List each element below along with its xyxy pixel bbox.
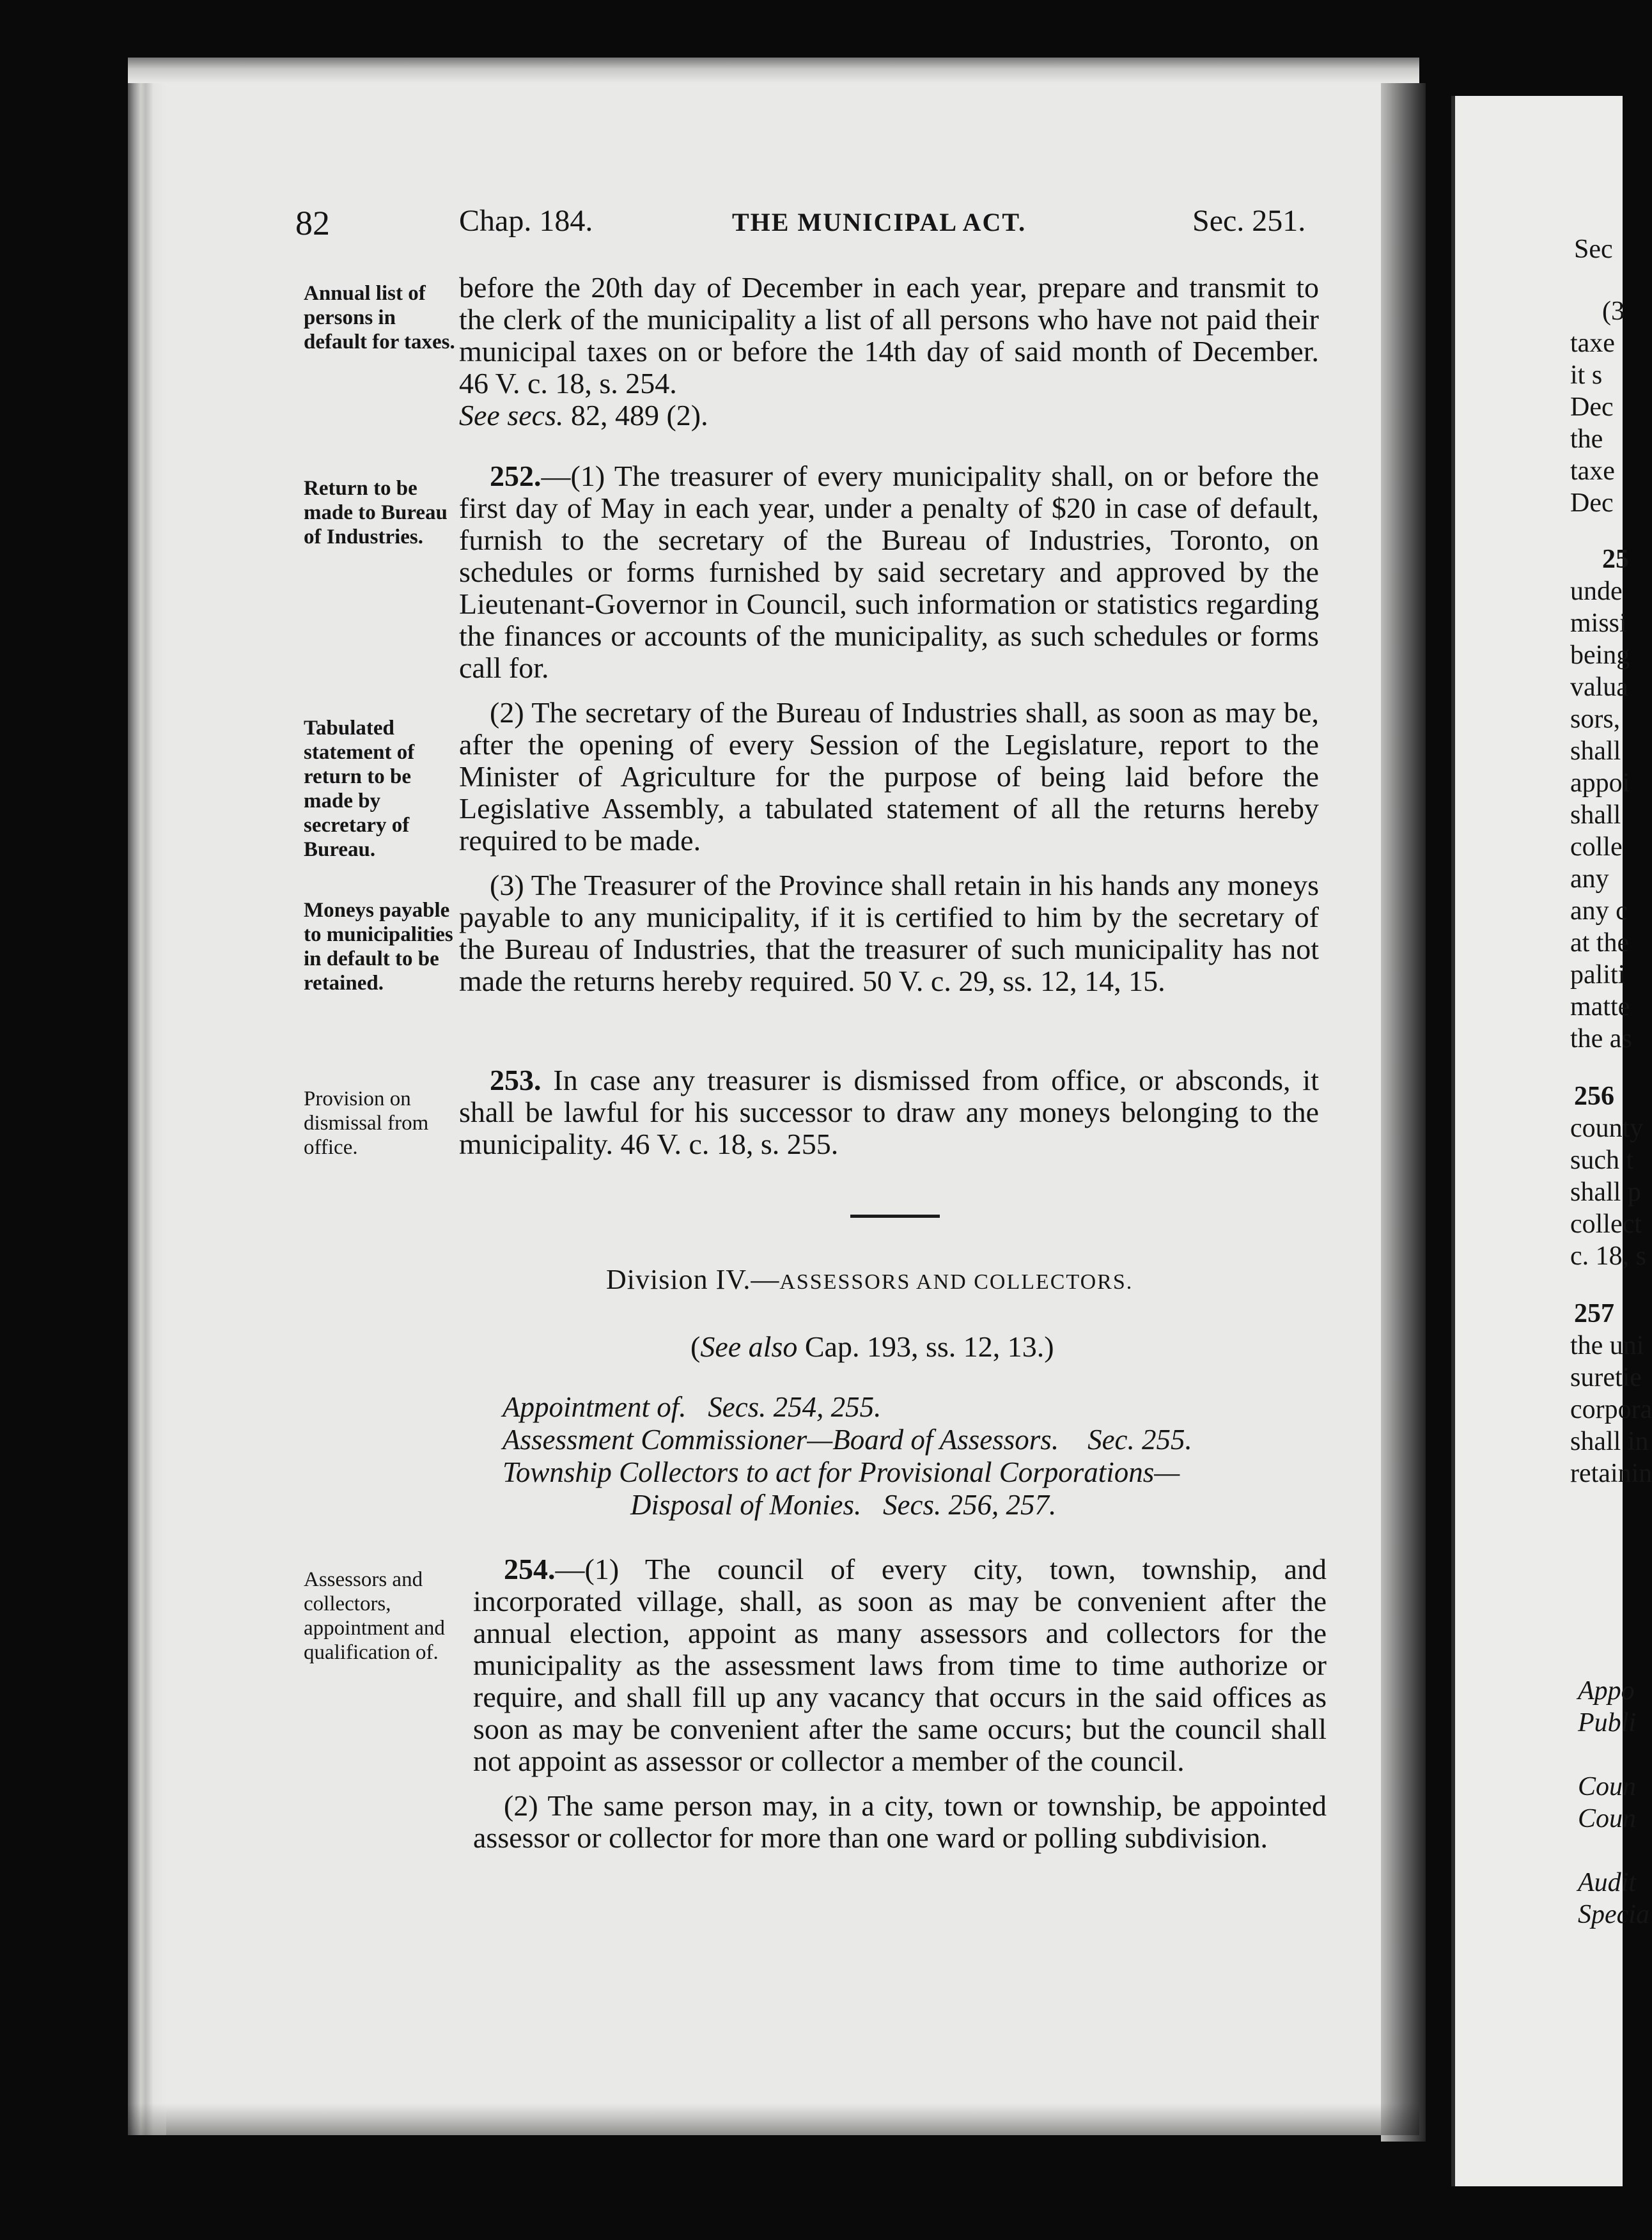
contents-2-refs: Sec. 255. [1087,1424,1192,1456]
section-divider-rule [850,1215,940,1218]
nb-fragment: shall p [1570,1178,1641,1207]
nb-fragment: appoi [1570,768,1630,798]
s254-sub1: —(1) The council of every city, town, township, and incorporated village, shall, as soon as may be convenient after the annual election, appoint as many assessors and collectors for the municipality as the assessment laws from time to time authorize or require, and shall fill up any vacancy that occurs in the said offices as soon as may be convenient after the same occurs; but the council shall not appoint as assessor or collector a member of the council. [473,1553,1327,1777]
s254-sub2: (2) The same person may, in a city, town or township, be appointed assessor or collector for more than one ward or polling subdivision. [473,1789,1327,1854]
s252-sub3: (3) The Treasurer of the Province shall retain in his hands any moneys payable to any municipality, if it is certified to him by the secretary of the Bureau of Industries, that the treasurer of such municipality has not made the returns hereby required. 50 V. c. 29, ss. 12, 14, 15. [459,869,1319,997]
section-253 [459,1064,1319,1160]
nb-fragment: Sec [1574,235,1613,264]
nb-fragment: 257 [1574,1299,1614,1328]
nb-fragment: suretie [1570,1363,1642,1392]
s252-number: 252. [490,460,542,492]
s252-sub1: —(1) The treasurer of every municipality shall, on or before the first day of May in each year, under a penalty of $20 in case of default, furnish to the secretary of the Bureau of Industries, Toronto, on schedules or forms furnished by said secretary and approved by the Lieutenant-Governor in Council, such information or statistics regarding the finances or accounts of the municipality, as such schedules or forms call for. [459,460,1319,684]
nb-fragment: shall [1570,800,1621,830]
nb-fragment: the [1570,424,1603,454]
division-heading [606,1263,1133,1296]
contents-line-3 [503,1456,1180,1489]
s251-see-refs: 82, 489 (2). [563,399,708,432]
page-bottom-shadow [128,2103,1419,2135]
nb-fragment: the uni [1570,1331,1644,1360]
margin-note-annual-list: Annual list of persons in default for taxes. [304,282,455,354]
running-title: THE MUNICIPAL ACT. [732,208,1027,237]
margin-note-moneys-payable: Moneys payable to municipalities in default to be retained. [304,899,453,995]
contents-1-text: Appointment of. [503,1391,687,1423]
nb-fragment: it s [1570,361,1603,390]
nb-fragment: unde [1570,577,1623,606]
see-also-refs: Cap. 193, ss. 12, 13.) [797,1330,1054,1363]
contents-line-1 [503,1390,881,1424]
nb-fragment: the as [1570,1024,1632,1054]
nb-fragment: Specia [1578,1900,1649,1929]
adjacent-page-fragment [1451,96,1652,2186]
section-251-continuation [459,272,1319,432]
nb-fragment: any [1570,864,1609,894]
nb-fragment: Coun [1578,1772,1637,1801]
nb-fragment: c. 18, s [1570,1241,1646,1271]
see-also-paren: ( [690,1330,701,1363]
nb-fragment: matte [1570,992,1630,1022]
nb-fragment: retainin [1570,1459,1652,1488]
nb-fragment: valua [1570,673,1628,702]
see-also-reference [690,1330,1054,1364]
nb-fragment: taxe [1570,329,1615,358]
chapter-label: Chap. 184. [459,204,593,238]
contents-2-text: Assessment Commissioner—Board of Assessors. [503,1424,1059,1456]
nb-fragment: corpora [1570,1395,1652,1424]
nb-fragment: Coun [1578,1804,1637,1833]
nb-fragment: Dec [1570,393,1614,422]
nb-fragment: Dec [1570,488,1614,518]
nb-fragment: 256 [1574,1082,1614,1111]
nb-fragment: missi [1570,609,1627,638]
s252-sub2: (2) The secretary of the Bureau of Industries shall, as soon as may be, after the opening of every Session of the Legislature, report to the Minister of Agriculture for the purpose of being laid before the Legislative Assembly, a tabulated statement of all the returns hereby required to be made. [459,696,1319,857]
margin-note-assessors: Assessors and collectors, appointment and qualification of. [304,1568,445,1664]
see-also-label: See also [700,1330,798,1363]
s253-text: In case any treasurer is dismissed from office, or absconds, it shall be lawful for his successor to draw any moneys belonging to the municipality. 46 V. c. 18, s. 255. [459,1064,1319,1160]
division-title: ASSESSORS AND COLLECTORS. [779,1270,1134,1294]
nb-fragment: such t [1570,1146,1634,1175]
contents-line-2 [503,1423,1192,1456]
nb-fragment: paliti [1570,960,1626,990]
margin-note-tabulated-statement: Tabulated statement of return to be made by secretary of Bureau. [304,717,415,861]
nb-fragment: colle [1570,832,1623,862]
contents-4-refs: Secs. 256, 257. [883,1489,1057,1521]
nb-fragment: taxe [1570,456,1615,486]
contents-line-4 [630,1488,1056,1521]
division-prefix: Division IV.— [606,1264,780,1295]
nb-fragment: any c [1570,896,1628,926]
nb-fragment: being [1570,641,1630,670]
contents-1-refs: Secs. 254, 255. [708,1391,882,1423]
page-edge-shadow [128,58,166,2135]
page-top-shadow [128,58,1419,83]
nb-fragment: county [1570,1114,1644,1143]
section-254 [473,1553,1327,1854]
section-252 [459,460,1319,997]
contents-4-text: Disposal of Monies. [630,1489,862,1521]
nb-fragment: at the [1570,928,1630,958]
s251-see-label: See secs. [459,399,564,432]
nb-fragment: collect [1570,1209,1642,1239]
nb-fragment: Audit [1578,1868,1636,1897]
nb-fragment: Publi [1578,1708,1636,1738]
nb-fragment: shall in [1570,1427,1649,1456]
s254-number: 254. [504,1553,556,1585]
s251-text: before the 20th day of December in each year, prepare and transmit to the clerk of the municipality a list of all persons who have not paid their municipal taxes on or before the 14th day of said month of December. 46 V. c. 18, s. 254. [459,271,1319,400]
nb-fragment: (3 [1602,297,1625,326]
nb-fragment: Appo [1578,1676,1635,1706]
contents-3-text: Township Collectors to act for Provisional Corporations— [503,1456,1180,1488]
nb-fragment: shall [1570,736,1621,766]
book-gutter [1381,83,1426,2142]
page-number: 82 [295,204,330,242]
margin-note-return-bureau: Return to be made to Bureau of Industries. [304,477,448,548]
margin-note-dismissal: Provision on dismissal from office. [304,1087,429,1159]
section-label: Sec. 251. [1192,204,1306,238]
nb-fragment: sors, [1570,704,1621,734]
s253-number: 253. [490,1064,542,1096]
nb-fragment: 25 [1602,545,1629,574]
